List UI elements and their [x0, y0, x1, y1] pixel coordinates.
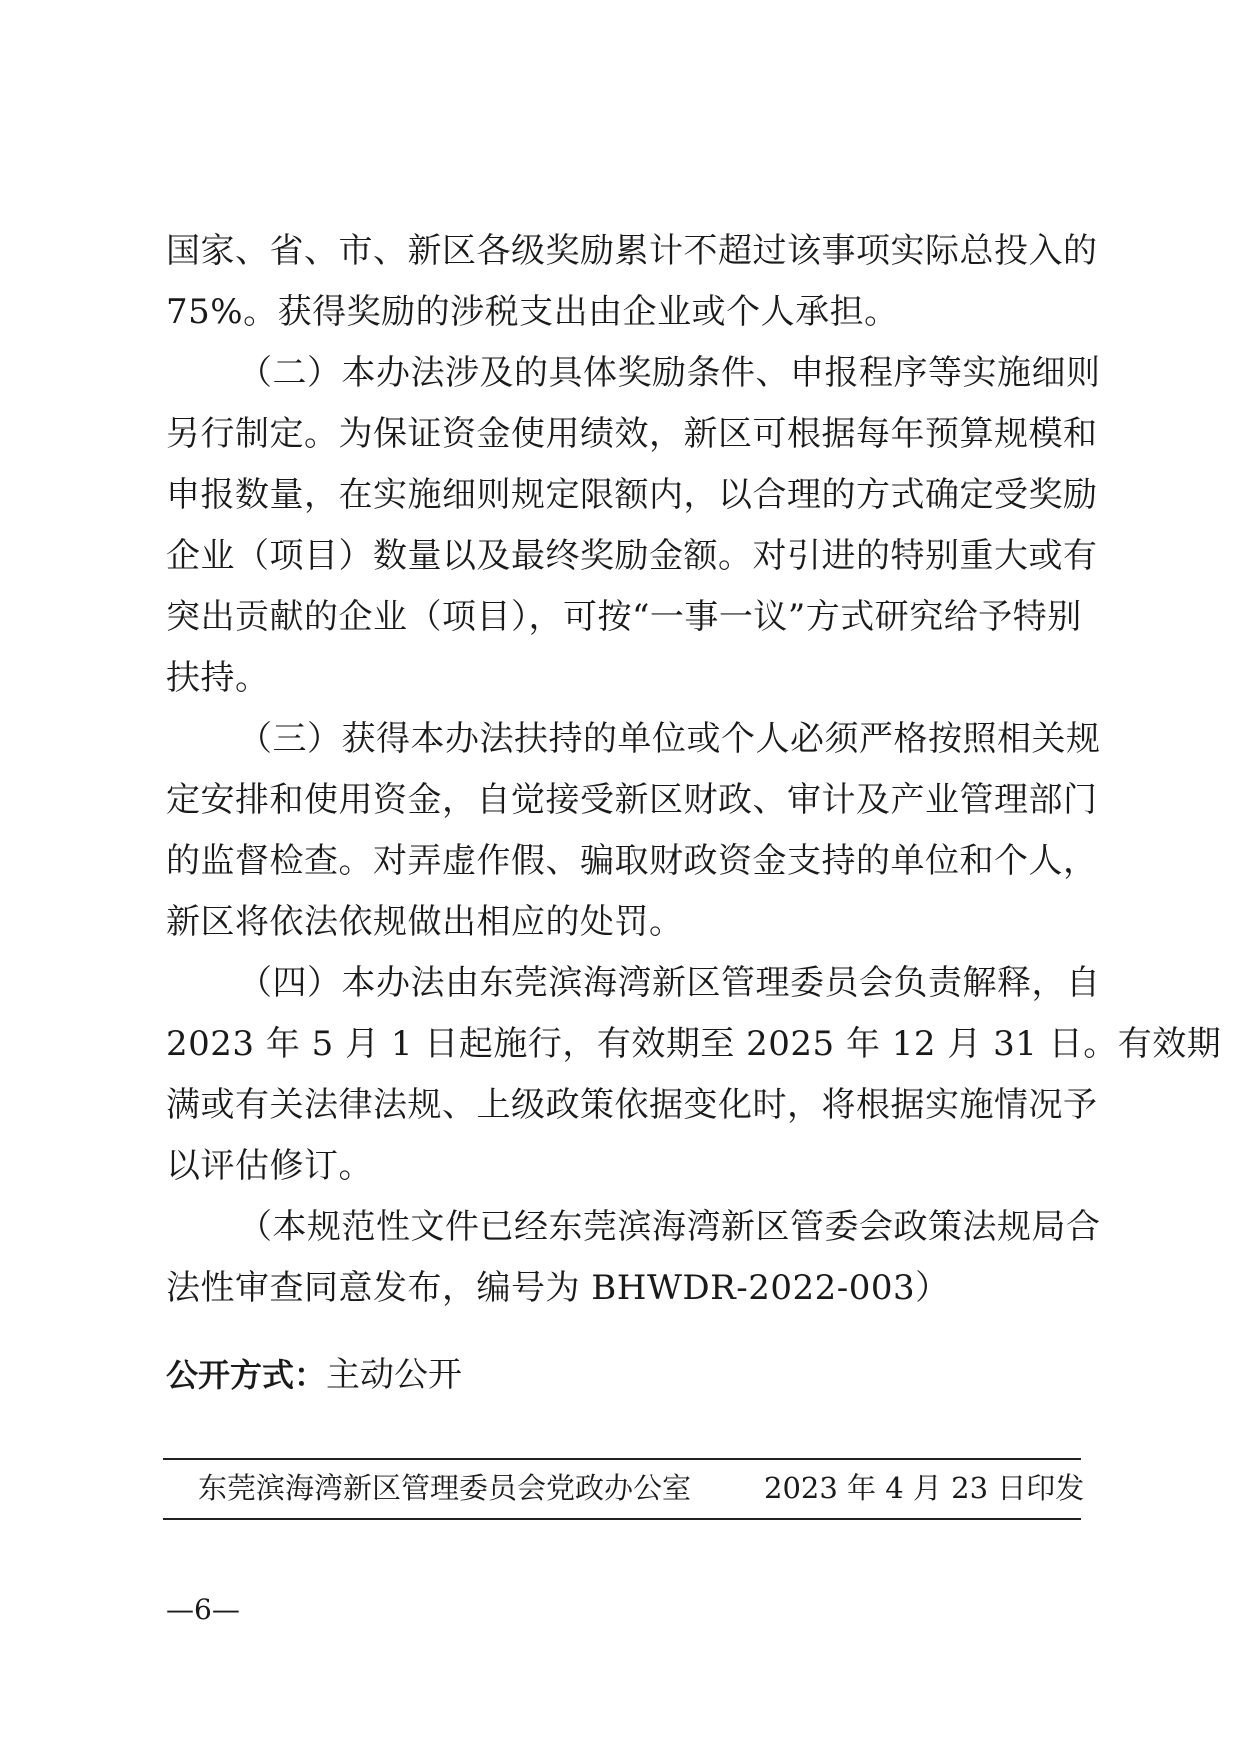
page-number: —6—	[166, 1593, 240, 1626]
body-line: 突出贡献的企业（项目），可按“一事一议”方式研究给予特别	[166, 597, 1082, 637]
body-line: 满或有关法律法规、上级政策依据变化时，将根据实施情况予	[166, 1085, 1098, 1125]
body-line: 的监督检查。对弄虚作假、骗取财政资金支持的单位和个人，	[166, 841, 1098, 881]
body-line: 定安排和使用资金，自觉接受新区财政、审计及产业管理部门	[166, 780, 1098, 820]
footer-date: 2023 年 4 月 23 日印发	[764, 1471, 1085, 1505]
publication-value: 主动公开	[326, 1355, 463, 1395]
publication-label: 公开方式：	[166, 1356, 327, 1394]
body-line: 国家、省、市、新区各级奖励累计不超过该事项实际总投入的	[166, 231, 1098, 271]
body-line: 企业（项目）数量以及最终奖励金额。对引进的特别重大或有	[166, 536, 1098, 576]
body-line: （二）本办法涉及的具体奖励条件、申报程序等实施细则	[238, 353, 1101, 393]
body-line: 以评估修订。	[166, 1146, 373, 1186]
body-line: 扶持。	[166, 658, 270, 698]
body-line: （三）获得本办法扶持的单位或个人必须严格按照相关规	[238, 719, 1101, 759]
footer-issuer: 东莞滨海湾新区管理委员会党政办公室	[198, 1471, 692, 1505]
body-line: （本规范性文件已经东莞滨海湾新区管委会政策法规局合	[238, 1207, 1101, 1247]
body-line: 2023 年 5 月 1 日起施行，有效期至 2025 年 12 月 31 日。有效期	[166, 1024, 1222, 1064]
body-line: 新区将依法依规做出相应的处罚。	[166, 902, 684, 942]
footer-bottom-rule	[163, 1518, 1081, 1520]
body-line: 申报数量，在实施细则规定限额内，以合理的方式确定受奖励	[166, 475, 1098, 515]
body-line: 75%。获得奖励的涉税支出由企业或个人承担。	[166, 292, 899, 332]
body-line: 另行制定。为保证资金使用绩效，新区可根据每年预算规模和	[166, 414, 1098, 454]
body-line: 法性审查同意发布，编号为 BHWDR-2022-003）	[166, 1268, 950, 1308]
publication-method	[166, 1352, 462, 1398]
footer-top-rule	[163, 1458, 1081, 1460]
body-line: （四）本办法由东莞滨海湾新区管理委员会负责解释，自	[238, 963, 1101, 1003]
